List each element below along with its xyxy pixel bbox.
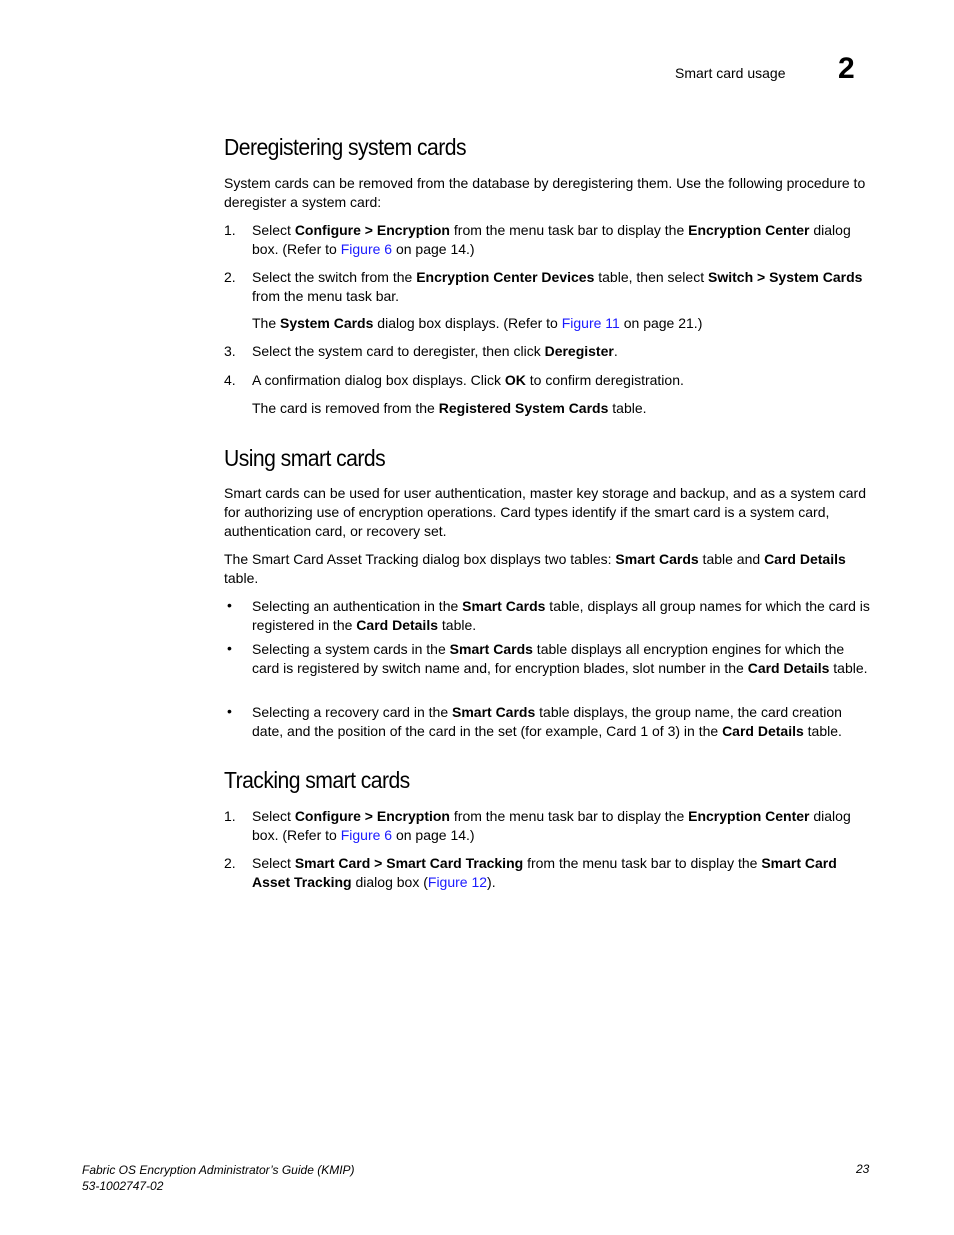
footer-title: Fabric OS Encryption Administrator’s Guide (KMIP) xyxy=(82,1163,355,1177)
paragraph-intro: System cards can be removed from the database by deregistering them. Use the following procedure to deregister a system card: xyxy=(224,175,866,210)
step-number: 2. xyxy=(224,269,236,285)
footer-doc-info xyxy=(82,1162,355,1194)
step-text: Select Configure > Encryption from the menu task bar to display the Encryption Center dialog box. (Refer to Figure 6 on page 14.) xyxy=(252,808,851,843)
figure-link[interactable]: Figure 12 xyxy=(427,874,488,890)
step-number: 4. xyxy=(224,372,236,388)
paragraph-asset-tracking: The Smart Card Asset Tracking dialog box displays two tables: Smart Cards table and Card Details table. xyxy=(224,551,846,586)
heading-deregistering-system-cards: Deregistering system cards xyxy=(224,134,467,160)
chapter-number: 2 xyxy=(838,52,855,85)
figure-link[interactable]: Figure 11 xyxy=(561,315,620,331)
step-number: 1. xyxy=(224,222,236,238)
step-text: Select the switch from the Encryption Center Devices table, then select Switch > System Cards from the menu task bar. xyxy=(252,269,863,304)
heading-tracking-smart-cards: Tracking smart cards xyxy=(224,767,410,793)
paragraph-smart-cards-intro: Smart cards can be used for user authentication, master key storage and backup, and as a system card for authorizing use of encryption operations. Card types identify if the smart card is a system card, authentication card, or recovery set. xyxy=(224,485,867,539)
bullet-text: Selecting a recovery card in the Smart Cards table displays, the group name, the card creation date, and the position of the card in the set (for example, Card 1 of 3) in the Card Details table. xyxy=(252,704,842,739)
figure-link[interactable]: Figure 6 xyxy=(340,827,393,843)
step-text: Select Configure > Encryption from the menu task bar to display the Encryption Center dialog box. (Refer to Figure 6 on page 14.) xyxy=(252,222,851,257)
bullet-icon: • xyxy=(227,640,232,656)
step-text: Select Smart Card > Smart Card Tracking from the menu task bar to display the Smart Card Asset Tracking dialog box (Figure 12). xyxy=(252,855,837,890)
footer-doc-number: 53-1002747-02 xyxy=(82,1179,164,1193)
figure-link[interactable]: Figure 6 xyxy=(340,241,393,257)
step-number: 3. xyxy=(224,343,236,359)
bullet-text: Selecting an authentication in the Smart Cards table, displays all group names for which the card is registered in the Card Details table. xyxy=(252,598,870,633)
step-text: Select the system card to deregister, then click Deregister. xyxy=(252,343,618,359)
bullet-text: Selecting a system cards in the Smart Cards table displays all encryption engines for which the card is registered by switch name and, for encryption blades, slot number in the Card Details table. xyxy=(252,641,868,676)
step-4-note: The card is removed from the Registered System Cards table. xyxy=(252,400,647,416)
step-2-note: The System Cards dialog box displays. (Refer to Figure 11 on page 21.) xyxy=(252,315,703,331)
step-number: 1. xyxy=(224,808,236,824)
bullet-icon: • xyxy=(227,597,232,613)
bullet-icon: • xyxy=(227,703,232,719)
heading-using-smart-cards: Using smart cards xyxy=(224,445,386,471)
running-header-section: Smart card usage xyxy=(675,65,786,81)
step-text: A confirmation dialog box displays. Click OK to confirm deregistration. xyxy=(252,372,684,388)
step-number: 2. xyxy=(224,855,236,871)
page-number: 23 xyxy=(856,1162,870,1176)
